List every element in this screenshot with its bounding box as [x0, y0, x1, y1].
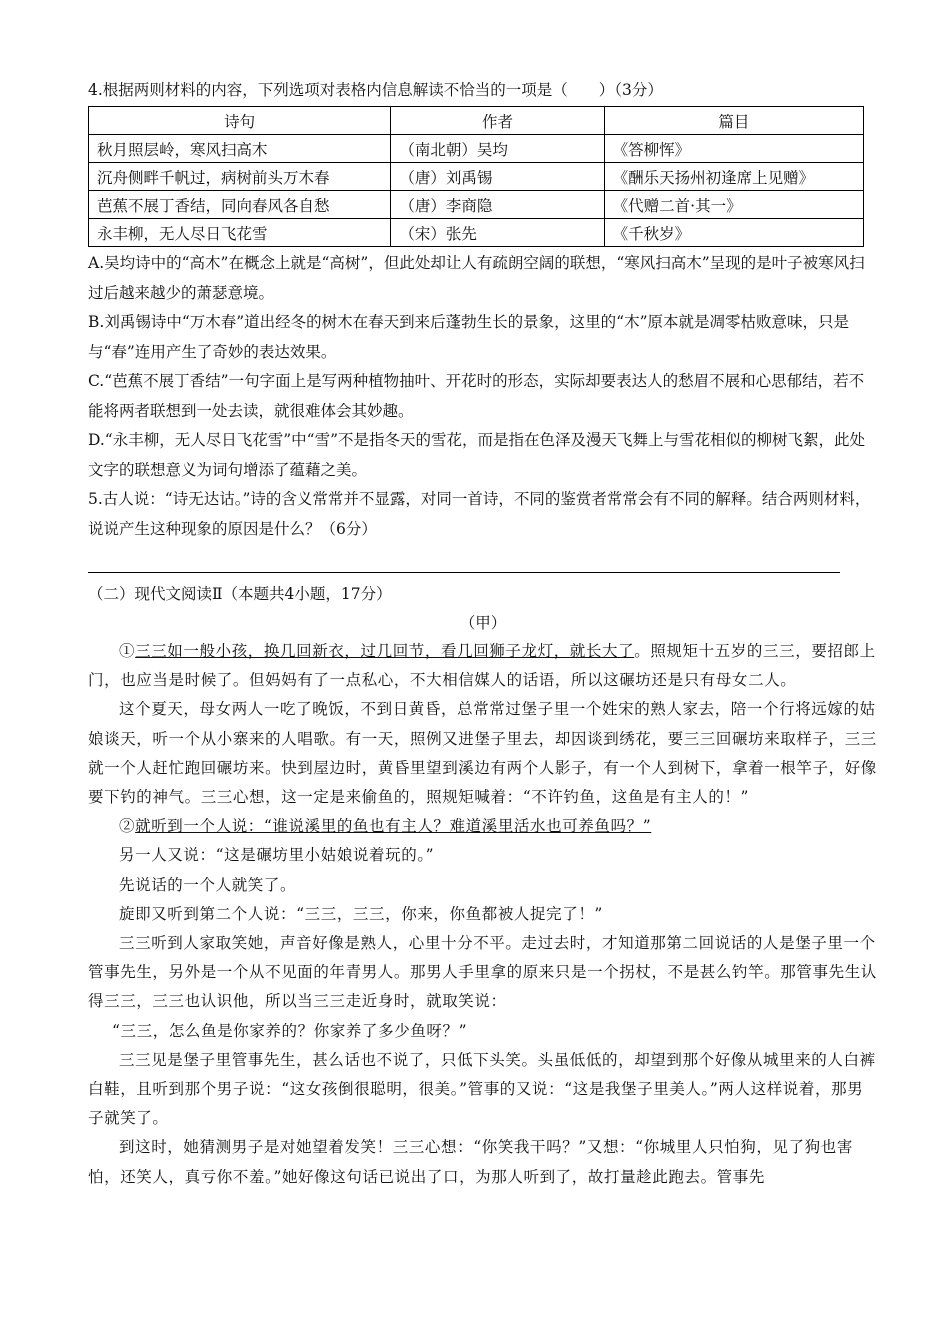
- exam-page: [88, 76, 878, 1192]
- cell-title: 《代赠二首·其一》: [604, 191, 863, 219]
- cell-title: 《答柳恽》: [604, 135, 863, 163]
- story-paragraph-3: [88, 812, 878, 841]
- cell-author: （宋）张先: [391, 219, 604, 247]
- paragraph-text: 。照规矩十五岁的三三，要招郎上门，也应当是时候了。但妈妈有了一点私心，不大相信媒人的话语，所以这碾坊还是只有母女二人。: [88, 642, 876, 690]
- story-paragraph-9: 三三见是堡子里管事先生，甚么话也不说了，只低下头笑。头虽低低的，却望到那个好像从城里来的人白裤白鞋，且听到那个男子说：“这女孩倒很聪明，很美。”管事的又说：“这是我堡子里美人。”两人这样说着，那男子就笑了。: [88, 1050, 876, 1128]
- cell-poem-line: 秋月照层岭，寒风扫高木: [89, 135, 391, 163]
- header-poem-line: 诗句: [89, 107, 391, 135]
- section-title: （二）现代文阅读Ⅱ（本题共4小题，17分）: [88, 585, 392, 603]
- paragraph-marker: ②: [119, 817, 136, 836]
- question-5: 5.古人说：“诗无达诂。”诗的含义常常并不显露，对同一首诗，不同的鉴赏者常常会有不同的解释。结合两则材料，说说产生这种现象的原因是什么？（6分）: [88, 490, 871, 538]
- header-title: 篇目: [604, 107, 863, 135]
- table-row: [89, 219, 864, 247]
- option-a: A.吴均诗中的“高木”在概念上就是“高树”，但此处却让人有疏朗空阔的联想，“寒风扫高木”呈现的是叶子被寒风扫过后越来越少的萧瑟意境。: [88, 254, 865, 302]
- story-paragraph-6: 旋即又听到第二个人说：“三三，三三，你来，你鱼都被人捉完了！”: [119, 904, 603, 923]
- table-header-row: [89, 107, 864, 135]
- option-c: C.“芭蕉不展丁香结”一句字面上是写两种植物抽叶、开花时的形态，实际却要表达人的愁眉不展和心思郁结，若不能将两者联想到一处去读，就很难体会其妙趣。: [88, 372, 865, 420]
- story-paragraph-10: 到这时，她猜测男子是对她望着发笑！三三心想：“你笑我干吗？”又想：“你城里人只怕狗，见了狗也害怕，还笑人，真亏你不羞。”她好像这句话已说出了口，为那人听到了，故打量趁此跑去。管事先: [88, 1138, 853, 1186]
- passage-label: （甲）: [459, 614, 507, 632]
- cell-author: （南北朝）吴均: [391, 135, 604, 163]
- header-author: 作者: [391, 107, 604, 135]
- paragraph-marker: ①: [119, 642, 136, 660]
- story-paragraph-7: 三三听到人家取笑她，声音好像是熟人，心里十分不平。走过去时，才知道那第二回说话的人是堡子里一个管事先生，另外是一个从不见面的年青男人。那男人手里拿的原来只是一个拐杖，不是甚么钓竿。那管事先生认得三三，三三也认识他，所以当三三走近身时，就取笑说：: [88, 934, 877, 1011]
- option-b: B.刘禹锡诗中“万木春”道出经冬的树木在春天到来后蓬勃生长的景象，这里的“木”原本就是凋零枯败意味，只是与“春”连用产生了奇妙的表达效果。: [88, 313, 850, 361]
- cell-author: （唐）刘禹锡: [391, 163, 604, 191]
- cell-poem-line: 芭蕉不展丁香结，同向春风各自愁: [89, 191, 391, 219]
- cell-poem-line: 永丰柳，无人尽日飞花雪: [89, 219, 391, 247]
- cell-poem-line: 沉舟侧畔千帆过，病树前头万木春: [89, 163, 391, 191]
- question-4: 4.根据两则材料的内容，下列选项对表格内信息解读不恰当的一项是（ ）（3分）: [88, 81, 663, 99]
- story-paragraph-2: 这个夏天，母女两人一吃了晚饭，不到日黄昏，总常常过堡子里一个姓宋的熟人家去，陪一个行将远嫁的姑娘谈天，听一个从小寨来的人唱歌。有一天，照例又进堡子里去，却因谈到绣花，要三三回碾坊来取样子，三三就一个人赶忙跑回碾坊来。快到屋边时，黄昏里望到溪边有两个人影子，有一个人到树下，拿着一根竿子，好像要下钓的神气。三三心想，这一定是来偷鱼的，照规矩喊着：“不许钓鱼，这鱼是有主人的！”: [88, 700, 877, 807]
- story-paragraph-4: 另一人又说：“这是碾坊里小姑娘说着玩的。”: [119, 846, 435, 865]
- table-row: [89, 163, 864, 191]
- poem-table: [88, 106, 864, 247]
- answer-line[interactable]: [88, 544, 840, 573]
- option-d: D.“永丰柳，无人尽日飞花雪”中“雪”不是指冬天的雪花，而是指在色泽及漫天飞舞上与雪花相似的柳树飞絮，此处文字的联想意义为词句增添了蕴藉之美。: [88, 431, 866, 479]
- story-paragraph-1: [88, 637, 878, 695]
- underlined-sentence: 三三如一般小孩，换几回新衣，过几回节，看几回狮子龙灯，就长大了: [135, 642, 635, 660]
- cell-title: 《酬乐天扬州初逢席上见赠》: [604, 163, 863, 191]
- cell-author: （唐）李商隐: [391, 191, 604, 219]
- table-row: [89, 135, 864, 163]
- table-row: [89, 191, 864, 219]
- story-paragraph-5: 先说话的一个人就笑了。: [119, 875, 297, 894]
- story-paragraph-8: “三三，怎么鱼是你家养的？你家养了多少鱼呀？”: [112, 1021, 468, 1040]
- cell-title: 《千秋岁》: [604, 219, 863, 247]
- underlined-sentence: 就听到一个人说：“谁说溪里的鱼也有主人？难道溪里活水也可养鱼吗？”: [135, 817, 652, 836]
